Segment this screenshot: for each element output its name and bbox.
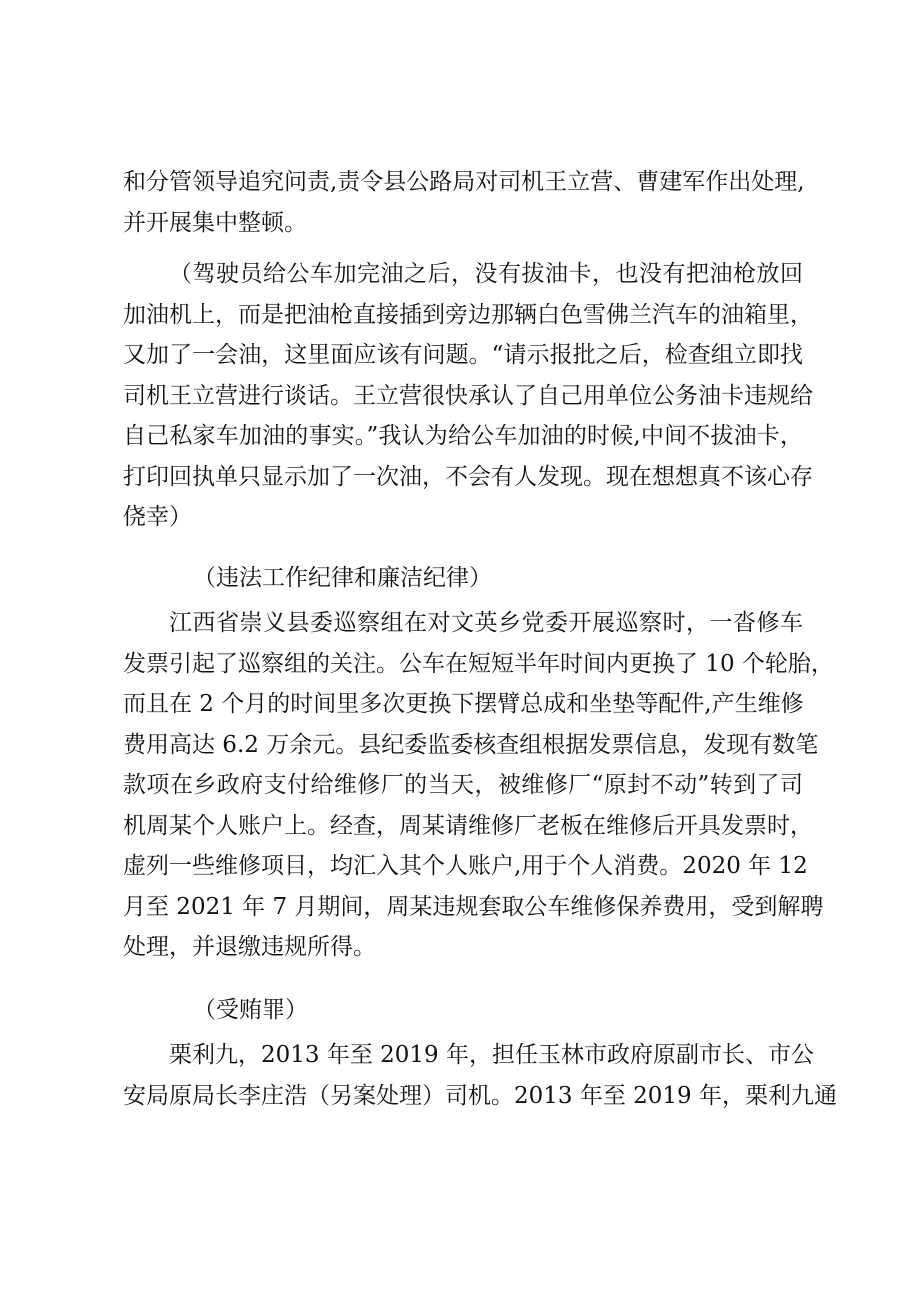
- section-heading-1: [123, 558, 803, 599]
- paragraph-line: 侥幸）: [123, 504, 192, 530]
- paragraph-line: 处理，并退缴违规所得。: [123, 934, 376, 960]
- paragraph-line: 而且在 2 个月的时间里多次更换下摆臂总成和坐垫等配件,产生维修: [123, 691, 804, 717]
- paragraph-3: [123, 603, 834, 968]
- section-heading: （受贿罪）: [193, 997, 308, 1023]
- paragraph-line: 司机王立营进行谈话。王立营很快承认了自己用单位公务油卡违规给: [123, 382, 813, 409]
- paragraph-line: 费用高达 6.2 万余元。县纪委监委核查组根据发票信息，发现有数笔: [123, 731, 819, 758]
- section-heading: （违法工作纪律和廉洁纪律）: [193, 565, 492, 591]
- paragraph-line: 安局原局长李庄浩（另案处理）司机。2013 年至 2019 年，栗利九通: [123, 1082, 837, 1109]
- paragraph-line: 月至 2021 年 7 月期间，周某违规套取公车维修保养费用，受到解聘: [123, 893, 824, 920]
- paragraph-line: （驾驶员给公车加完油之后，没有拔油卡，也没有把油枪放回: [169, 261, 803, 287]
- paragraph-line: 江西省崇义县委巡察组在对文英乡党委开展巡察时，一沓修车: [169, 610, 803, 636]
- paragraph-line: 又加了一会油，这里面应该有问题。“请示报批之后，检查组立即找: [123, 342, 803, 368]
- paragraph-line: 发票引起了巡察组的关注。公车在短短半年时间内更换了 10 个轮胎，: [123, 650, 834, 677]
- paragraph-line: 加油机上，而是把油枪直接插到旁边那辆白色雪佛兰汽车的油箱里，: [123, 301, 813, 328]
- paragraph-4: [123, 1035, 837, 1116]
- paragraph-line: 和分管领导追究问责,责令县公路局对司机王立营、曹建军作出处理,: [123, 169, 805, 195]
- paragraph-line: 栗利九，2013 年至 2019 年，担任玉林市政府原副市长、市公: [169, 1042, 814, 1068]
- paragraph-line: 虚列一些维修项目，均汇入其个人账户,用于个人消费。2020 年 12: [123, 853, 808, 879]
- paragraph-line: 款项在乡政府支付给维修厂的当天，被维修厂“原封不动”转到了司: [123, 772, 803, 798]
- paragraph-2: [123, 254, 813, 538]
- paragraph-line: 机周某个人账户上。经查，周某请维修厂老板在维修后开具发票时，: [123, 812, 813, 839]
- paragraph-line: 并开展集中整顿。: [123, 209, 307, 236]
- paragraph-line: 打印回执单只显示加了一次油，不会有人发现。现在想想真不该心存: [123, 463, 813, 490]
- section-heading-2: [123, 990, 803, 1031]
- paragraph-line: 自己私家车加油的事实。”我认为给公车加油的时候,中间不拔油卡，: [123, 423, 803, 449]
- paragraph-1: [123, 162, 803, 243]
